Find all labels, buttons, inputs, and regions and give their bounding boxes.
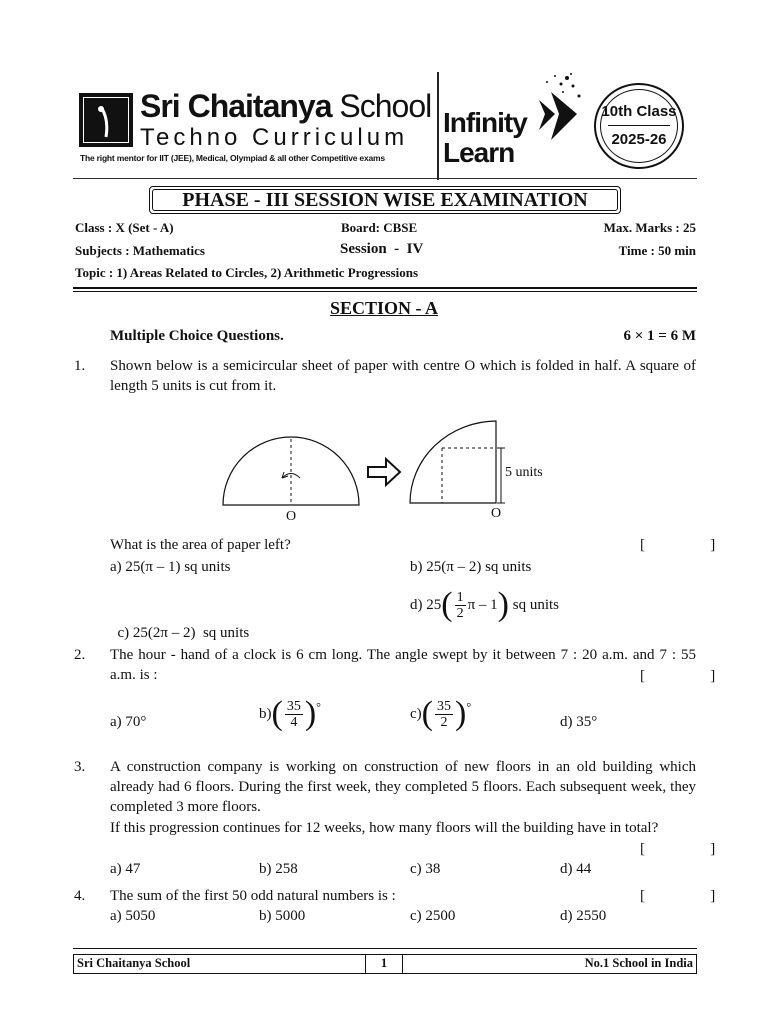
label-5-units: 5 units bbox=[505, 465, 543, 480]
question-text: Shown below is a semicircular sheet of paper with centre O which is folded in half. A square of length 5 units is cut from it. bbox=[110, 358, 696, 394]
option-c[interactable]: c) 38 bbox=[410, 861, 441, 877]
option-d[interactable]: d) 44 bbox=[560, 861, 592, 877]
question-text: A construction company is working on construction of new floors in an old building which already had 6 floors. During the first week, they completed 5 floors. Each subsequent week, they completed 3 more floors. bbox=[110, 759, 696, 815]
tagline: The right mentor for IIT (JEE), Medical, Olympiad & all other Competitive exams bbox=[80, 153, 385, 163]
header-divider bbox=[437, 72, 439, 180]
footer-school: Sri Chaitanya School bbox=[74, 955, 366, 973]
option-b[interactable]: b)( $\frac{35}{4}$ )° bbox=[259, 695, 321, 732]
school-logo bbox=[79, 93, 133, 147]
infinity-learn-logo: Infinity Learn bbox=[443, 70, 583, 170]
question-number: 2. bbox=[74, 647, 86, 663]
option-c[interactable]: c) 25(2π – 2) sq units bbox=[117, 625, 250, 641]
school-name: Sri Chaitanya School bbox=[140, 88, 432, 124]
quarter-circle-sheet bbox=[410, 421, 505, 503]
question-text: The hour - hand of a clock is 6 cm long. The angle swept by it between 7 : 20 a.m. and 7 : 55 a.m. is : bbox=[110, 647, 696, 683]
section-marks: 6 × 1 = 6 M bbox=[623, 328, 696, 344]
question-number: 4. bbox=[74, 888, 86, 904]
option-b[interactable]: b) 25(π – 2) sq units bbox=[410, 559, 532, 575]
option-d[interactable]: d) 35° bbox=[560, 714, 598, 730]
footer-page-number: 1 bbox=[366, 955, 403, 973]
badge-year: 2025-26 bbox=[611, 131, 667, 148]
exam-time: Time : 50 min bbox=[618, 243, 696, 258]
footer-tagline: No.1 School in India bbox=[584, 956, 693, 970]
answer-bracket: [ ] bbox=[640, 888, 716, 904]
header-rule bbox=[73, 178, 697, 179]
footer-bar bbox=[73, 954, 697, 974]
label-o-left: O bbox=[286, 509, 297, 524]
question-number: 1. bbox=[74, 358, 86, 374]
exam-topic: Topic : 1) Areas Related to Circles, 2) Arithmetic Progressions bbox=[75, 265, 419, 280]
answer-bracket: [ ] bbox=[640, 537, 716, 553]
curriculum-label: Techno Curriculum bbox=[140, 124, 409, 151]
section-subtitle: Multiple Choice Questions. bbox=[110, 328, 284, 344]
question-prompt: What is the area of paper left? bbox=[110, 537, 291, 553]
semicircle-sheet bbox=[223, 437, 359, 505]
section-title: SECTION - A bbox=[329, 298, 439, 318]
exam-board: Board: CBSE bbox=[341, 220, 418, 235]
answer-bracket: [ ] bbox=[640, 841, 716, 857]
option-a[interactable]: a) 47 bbox=[110, 861, 141, 877]
question-text: The sum of the first 50 odd natural numbers is : bbox=[110, 888, 396, 904]
question-number: 3. bbox=[74, 759, 86, 775]
option-c[interactable]: c) 2500 bbox=[410, 908, 456, 924]
option-d[interactable]: d) 2550 bbox=[560, 908, 607, 924]
option-a[interactable]: a) 5050 bbox=[110, 908, 156, 924]
option-c[interactable]: c)( $\frac{35}{2}$ )° bbox=[410, 695, 472, 732]
answer-bracket: [ ] bbox=[640, 668, 716, 684]
exam-subjects: Subjects : Mathematics bbox=[75, 243, 205, 258]
option-b[interactable]: b) 258 bbox=[259, 861, 298, 877]
class-badge bbox=[594, 83, 684, 169]
exam-max-marks: Max. Marks : 25 bbox=[603, 220, 696, 235]
option-b[interactable]: b) 5000 bbox=[259, 908, 306, 924]
topic-rule bbox=[73, 287, 697, 289]
footer-rule bbox=[73, 948, 697, 949]
option-d[interactable]: d) 25( $\frac{1}{2}$ π – 1) sq units bbox=[410, 586, 559, 623]
question-text-2: If this progression continues for 12 weeks, how many floors will the building have in total? bbox=[110, 820, 659, 836]
exam-session: Session - IV bbox=[340, 241, 424, 257]
option-a[interactable]: a) 70° bbox=[110, 714, 147, 730]
label-o-right: O bbox=[491, 506, 502, 521]
badge-class: 10th Class bbox=[601, 103, 677, 120]
exam-class: Class : X (Set - A) bbox=[75, 220, 174, 235]
exam-title: PHASE - III SESSION WISE EXAMINATION bbox=[149, 186, 621, 214]
topic-rule-2 bbox=[73, 291, 697, 292]
option-a[interactable]: a) 25(π – 1) sq units bbox=[110, 559, 231, 575]
right-arrow-icon bbox=[368, 459, 400, 485]
